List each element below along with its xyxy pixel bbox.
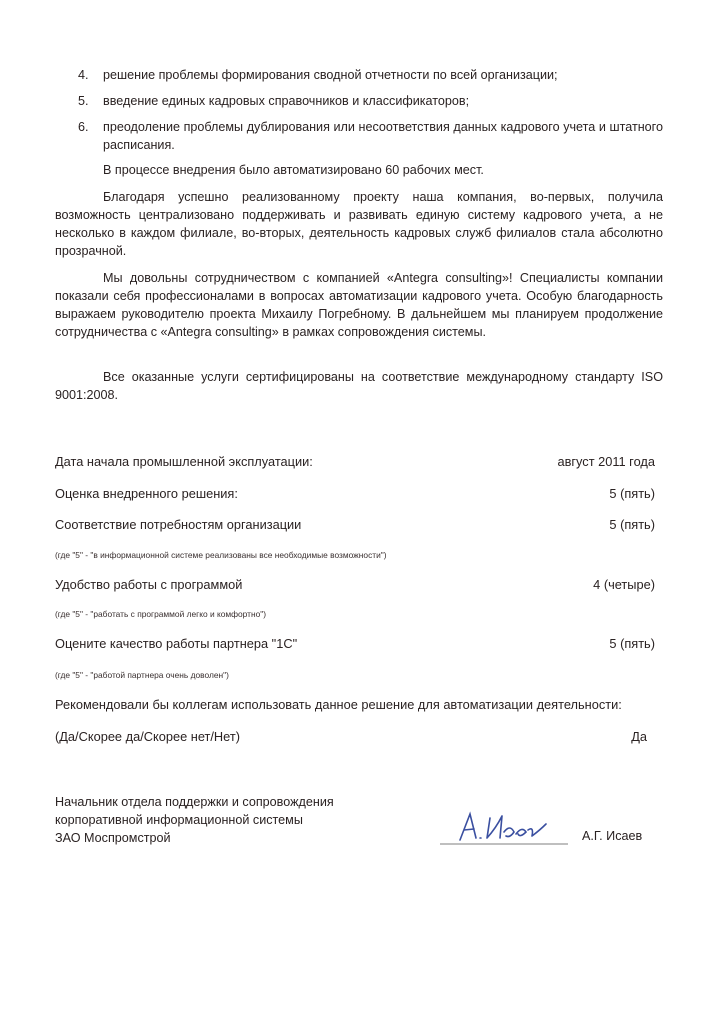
handwritten-signature [440, 808, 570, 850]
paragraph: Все оказанные услуги сертифицированы на соответствие международному стандарту ISO 9001:2008. [55, 370, 663, 402]
survey-row: Дата начала промышленной эксплуатации: август 2011 года [55, 454, 655, 469]
survey-note: (где "5" - "работой партнера очень доволен") [55, 670, 229, 680]
recommend-row: (Да/Скорее да/Скорее нет/Нет) Да [55, 729, 647, 744]
paragraph: Мы довольны сотрудничеством с компанией «Antegra consulting»! Специалисты компании показали себя профессионалами в вопросах автоматизации кадрового учета. Особую благодарность выражаем руководителю проекта Михаилу Погребному. В дальнейшем мы планируем продолжение сотрудничества с «Antegra consulting» в рамках сопровождения системы. [55, 271, 663, 339]
survey-row: Оценка внедренного решения: 5 (пять) [55, 486, 655, 501]
signatory-position: Начальник отдела поддержки и сопровождения корпоративной информационной системы ЗАО Моспромстрой [55, 795, 334, 845]
signatory-name: А.Г. Исаев [582, 829, 643, 843]
list-item: 5. введение единых кадровых справочников и классификаторов; [78, 94, 470, 108]
requirements-list [78, 66, 663, 162]
survey-row: Оцените качество работы партнера "1С" 5 (пять) [55, 636, 655, 651]
survey-note: (где "5" - "в информационной системе реализованы все необходимые возможности") [55, 550, 387, 560]
survey-note: (где "5" - "работать с программой легко и комфортно") [55, 609, 267, 619]
list-item: 4. решение проблемы формирования сводной отчетности по всей организации; [78, 68, 558, 82]
recommend-question: Рекомендовали бы коллегам использовать данное решение для автоматизации деятельности: [55, 697, 622, 712]
survey-row: Соответствие потребностям организации 5 (пять) [55, 517, 655, 532]
list-item: 6. преодоление проблемы дублирования или несоответствия данных кадрового учета и штатного расписания. [78, 120, 663, 152]
survey-row: Удобство работы с программой 4 (четыре) [55, 577, 655, 592]
paragraph: Благодаря успешно реализованному проекту наша компания, во-первых, получила возможность централизовано поддерживать и развивать единую систему кадрового учета, а не несколько в каждом филиале, во-вторых, деятельность кадровых служб филиалов стала абсолютно прозрачной. [55, 190, 663, 258]
paragraph: В процессе внедрения было автоматизировано 60 рабочих мест. [103, 163, 484, 177]
